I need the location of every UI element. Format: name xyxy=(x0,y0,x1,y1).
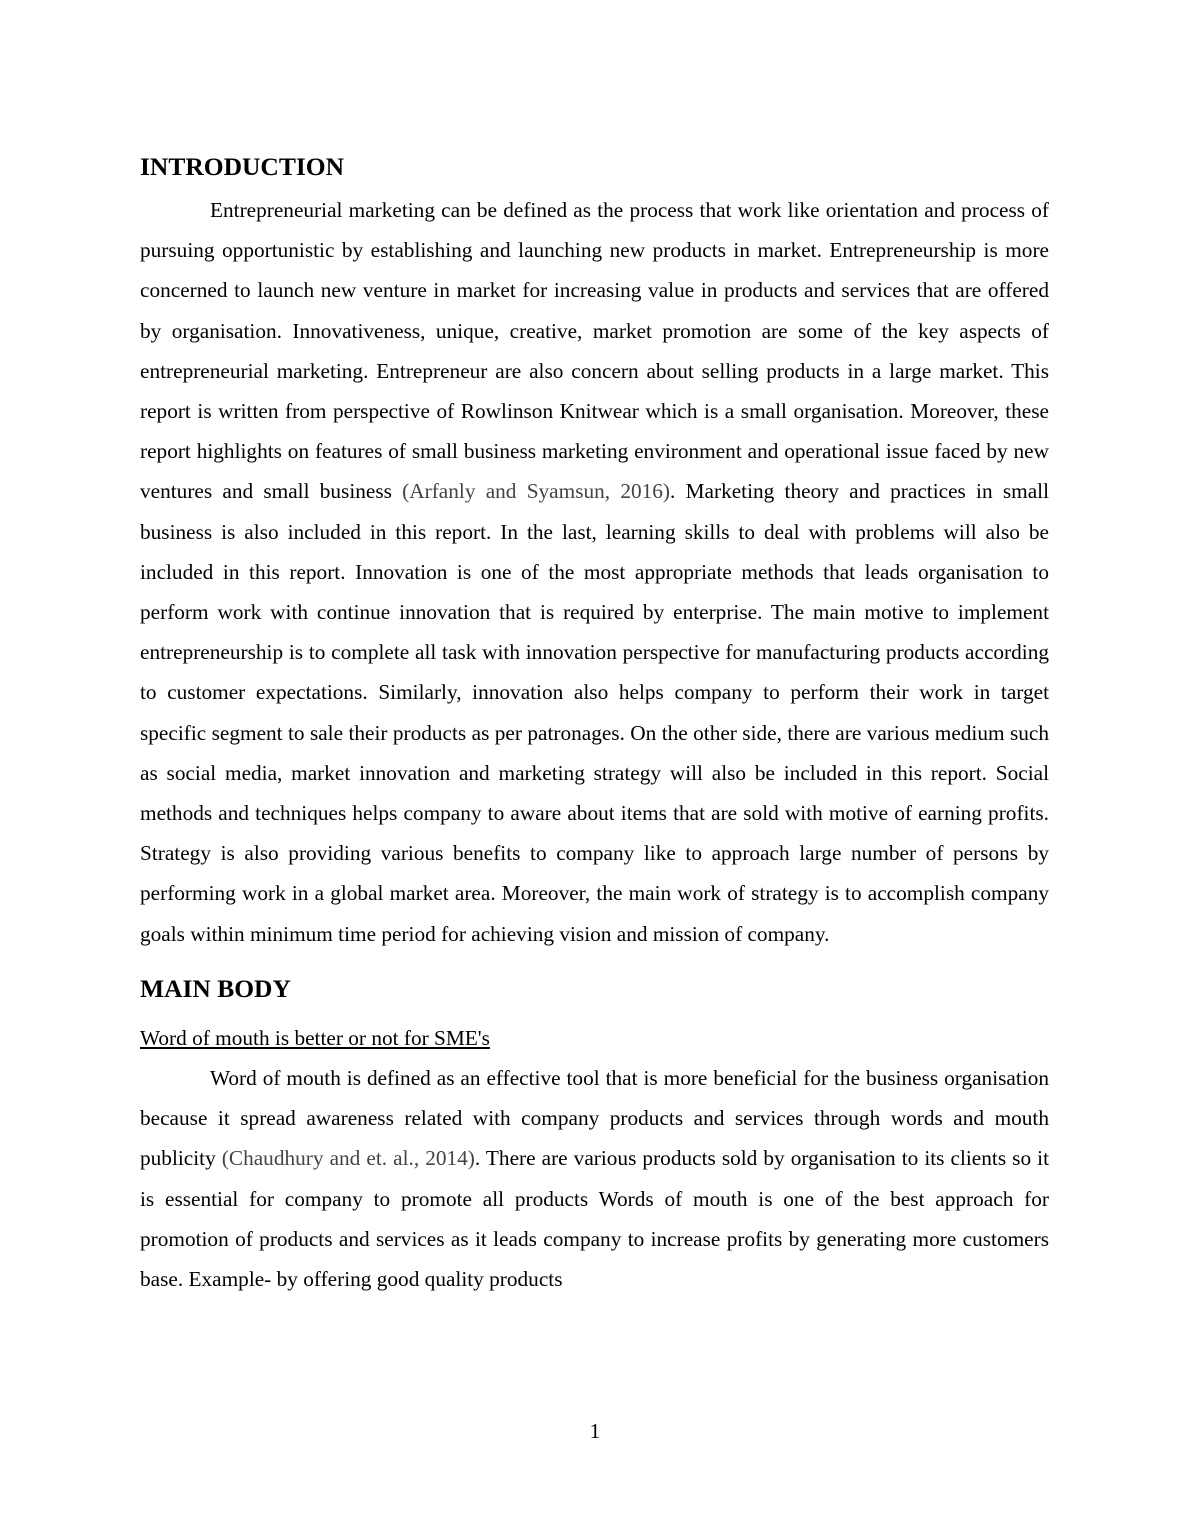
introduction-paragraph xyxy=(140,190,1049,954)
introduction-heading: INTRODUCTION xyxy=(140,152,345,181)
introduction-text-part1: Entrepreneurial marketing can be defined as the process that work like orientation and process of pursuing opportunistic by establishing and launching new products in market. Entrepreneurship is more concerned to launch new venture in market for increasing value in products and services that are offered by organisation. Innovativeness, unique, creative, market promotion are some of the key aspects of entrepreneurial marketing. Entrepreneur are also concern about selling products in a large market. This report is written from perspective of Rowlinson Knitwear which is a small organisation. Moreover, these report highlights on features of small business marketing environment and operational issue faced by new ventures and small business xyxy=(140,198,1049,504)
main-body-paragraph xyxy=(140,1058,1049,1299)
introduction-citation: (Arfanly and Syamsun, 2016) xyxy=(402,479,671,504)
page-number: 1 xyxy=(589,1419,601,1443)
main-body-subheading: Word of mouth is better or not for SME's xyxy=(140,1025,490,1050)
main-body-citation: (Chaudhury and et. al., 2014) xyxy=(221,1146,475,1171)
main-body-text-part1: Word of mouth is defined as an effective tool that is more beneficial for the business organisation because it spread awareness related with company products and services through words and mouth publicity xyxy=(140,1066,1049,1171)
introduction-text-part2: . Marketing theory and practices in small business is also included in this report. In the last, learning skills to deal with problems will also be included in this report. Innovation is one of the most appropriate methods that leads organisation to perform work with continue innovation that is required by enterprise. The main motive to implement entrepreneurship is to complete all task with innovation perspective for manufacturing products according to customer expectations. Similarly, innovation also helps company to perform their work in target specific segment to sale their products as per patronages. On the other side, there are various medium such as social media, market innovation and marketing strategy will also be included in this report. Social methods and techniques helps company to aware about items that are sold with motive of earning profits. Strategy is also providing various benefits to company like to approach large number of persons by performing work in a global market area. Moreover, the main work of strategy is to accomplish company goals within minimum time period for achieving vision and mission of company. xyxy=(140,479,1049,946)
main-body-text-part2: . There are various products sold by organisation to its clients so it is essential for company to promote all products Words of mouth is one of the best approach for promotion of products and services as it leads company to increase profits by generating more customers base. Example- by offering good quality products xyxy=(140,1146,1049,1292)
document-page xyxy=(140,150,1049,1299)
main-body-heading: MAIN BODY xyxy=(140,973,291,1003)
